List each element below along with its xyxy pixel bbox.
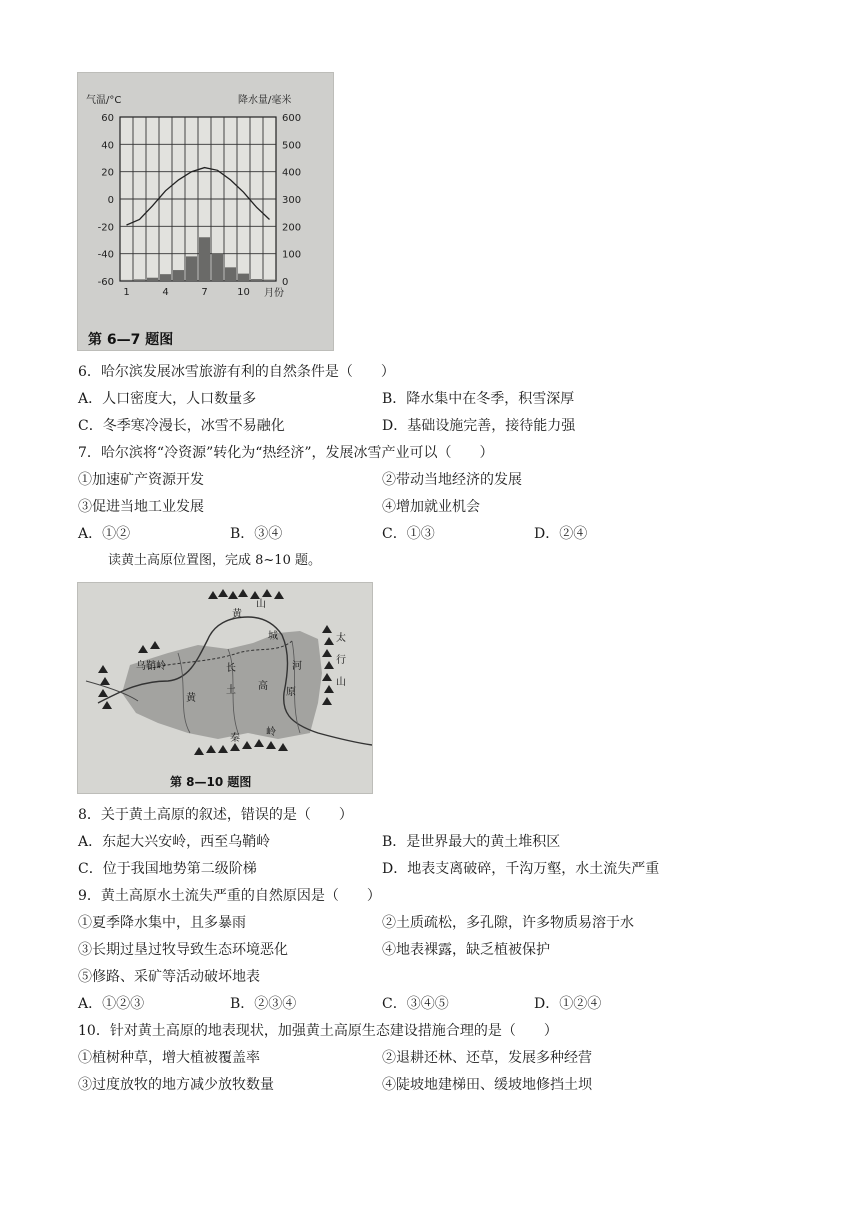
month-tick-label: 7: [201, 287, 208, 298]
map-label-ling: 岭: [266, 727, 276, 738]
q7-option-a: A．①②: [78, 526, 131, 542]
precip-bar: [186, 256, 197, 281]
climate-chart: [78, 73, 333, 350]
q7-stem: 7．哈尔滨将“冷资源”转化为“热经济”，发展冰雪产业可以（ ）: [78, 445, 494, 461]
month-tick-label: 1: [123, 287, 130, 298]
map-label-shan: 山: [256, 599, 266, 610]
q9-statement-4: ④地表裸露，缺乏植被保护: [382, 942, 550, 958]
q10-statement-2: ②退耕还林、还草，发展多种经营: [382, 1050, 592, 1066]
climate-chart-figure: [77, 72, 334, 351]
precip-tick-label: 400: [282, 167, 302, 179]
precip-bar: [147, 278, 158, 281]
precip-tick-label: 500: [282, 140, 302, 152]
q6-option-d: D．基础设施完善，接待能力强: [382, 418, 576, 434]
precip-bar: [199, 237, 210, 281]
q9-statement-5: ⑤修路、采矿等活动破坏地表: [78, 969, 260, 985]
q7-option-b: B．③④: [230, 526, 283, 542]
map-label-qin: 秦: [230, 733, 240, 744]
q10-statement-4: ④陡坡地建梯田、缓坡地修挡土坝: [382, 1077, 592, 1093]
q6-option-a: A．人口密度大，人口数量多: [78, 391, 257, 407]
precip-tick-label: 300: [282, 195, 302, 206]
q7-statement-3: ③促进当地工业发展: [78, 499, 204, 515]
chart-grid: [120, 117, 276, 281]
precip-bar: [251, 279, 262, 281]
precip-bar: [264, 280, 275, 281]
temp-tick-label: -20: [97, 222, 114, 234]
q7-statement-4: ④增加就业机会: [382, 499, 480, 515]
month-tick-label: 10: [237, 287, 250, 298]
map-label-huang: 黄: [232, 609, 242, 620]
q9-statement-1: ①夏季降水集中，且多暴雨: [78, 915, 246, 931]
map-label-he: 河: [292, 661, 302, 672]
temp-tick-label: -60: [97, 277, 114, 288]
q10-statement-1: ①植树种草，增大植被覆盖率: [78, 1050, 260, 1066]
q6-stem: 6．哈尔滨发展冰雪旅游有利的自然条件是（ ）: [78, 364, 395, 380]
q8-option-a: A．东起大兴安岭，西至乌鞘岭: [78, 834, 271, 850]
q8-option-b: B．是世界最大的黄土堆积区: [382, 834, 561, 850]
q9-statement-3: ③长期过垦过牧导致生态环境恶化: [78, 942, 288, 958]
figure1-caption: 第 6—7 题图: [88, 332, 174, 348]
precip-axis-label: 降水量/毫米: [238, 95, 292, 106]
precip-tick-label: 600: [282, 113, 302, 124]
q7-option-d: D．②④: [534, 526, 588, 542]
map-label-chang: 长: [226, 663, 236, 674]
q8-option-d: D．地表支离破碎，千沟万壑，水土流失严重: [382, 861, 660, 877]
map-label-plateau-4: 原: [286, 687, 296, 698]
q10-statement-3: ③过度放牧的地方减少放牧数量: [78, 1077, 274, 1093]
precip-bar: [160, 274, 171, 281]
q9-statement-2: ②土质疏松，多孔隙，许多物质易溶于水: [382, 915, 634, 931]
q6-option-b: B．降水集中在冬季，积雪深厚: [382, 391, 575, 407]
map-label-shan2: 山: [336, 677, 346, 688]
precip-bar: [225, 267, 236, 281]
q6-option-c: C．冬季寒冷漫长，冰雪不易融化: [78, 418, 285, 434]
q7-statement-1: ①加速矿产资源开发: [78, 472, 204, 488]
loess-plateau-map-figure: [77, 582, 373, 794]
q10-stem: 10．针对黄土高原的地表现状，加强黄土高原生态建设措施合理的是（ ）: [78, 1023, 558, 1039]
precip-tick-label: 200: [282, 222, 302, 234]
map-label-plateau-1: 黄: [186, 693, 196, 704]
precip-bar: [121, 280, 132, 281]
temp-axis-label: 气温/°C: [86, 95, 122, 106]
intro-8-10: 读黄土高原位置图，完成 8~10 题。: [108, 553, 321, 568]
temp-tick-label: 20: [101, 167, 114, 179]
q9-option-c: C．③④⑤: [382, 996, 449, 1012]
map-label-wushaoling: 乌鞘岭: [136, 661, 166, 672]
month-axis-label: 月份: [264, 288, 284, 299]
precip-bar: [173, 270, 184, 281]
q8-option-c: C．位于我国地势第二级阶梯: [78, 861, 257, 877]
temp-tick-label: -40: [97, 249, 114, 261]
q9-stem: 9．黄土高原水土流失严重的自然原因是（ ）: [78, 888, 381, 904]
map-label-tai: 太: [336, 633, 346, 644]
temp-tick-label: 0: [107, 195, 114, 206]
q9-option-a: A．①②③: [78, 996, 145, 1012]
precip-bar: [134, 279, 145, 281]
temp-tick-label: 40: [101, 140, 114, 152]
q9-option-d: D．①②④: [534, 996, 602, 1012]
precip-tick-label: 100: [282, 249, 302, 261]
precip-tick-label: 0: [282, 277, 289, 288]
q7-statement-2: ②带动当地经济的发展: [382, 472, 522, 488]
q7-option-c: C．①③: [382, 526, 435, 542]
loess-plateau-map: [78, 583, 372, 793]
map-label-xing: 行: [336, 655, 346, 666]
map-label-cheng: 城: [268, 631, 278, 642]
q8-stem: 8．关于黄土高原的叙述，错误的是（ ）: [78, 807, 353, 823]
month-tick-label: 4: [162, 287, 169, 298]
precip-bar: [212, 254, 223, 281]
q9-option-b: B．②③④: [230, 996, 297, 1012]
figure2-caption: 第 8—10 题图: [170, 775, 252, 789]
temp-tick-label: 60: [101, 113, 114, 124]
precip-bar: [238, 274, 249, 281]
map-label-plateau-3: 高: [258, 681, 268, 692]
map-label-plateau-2: 土: [226, 685, 236, 696]
